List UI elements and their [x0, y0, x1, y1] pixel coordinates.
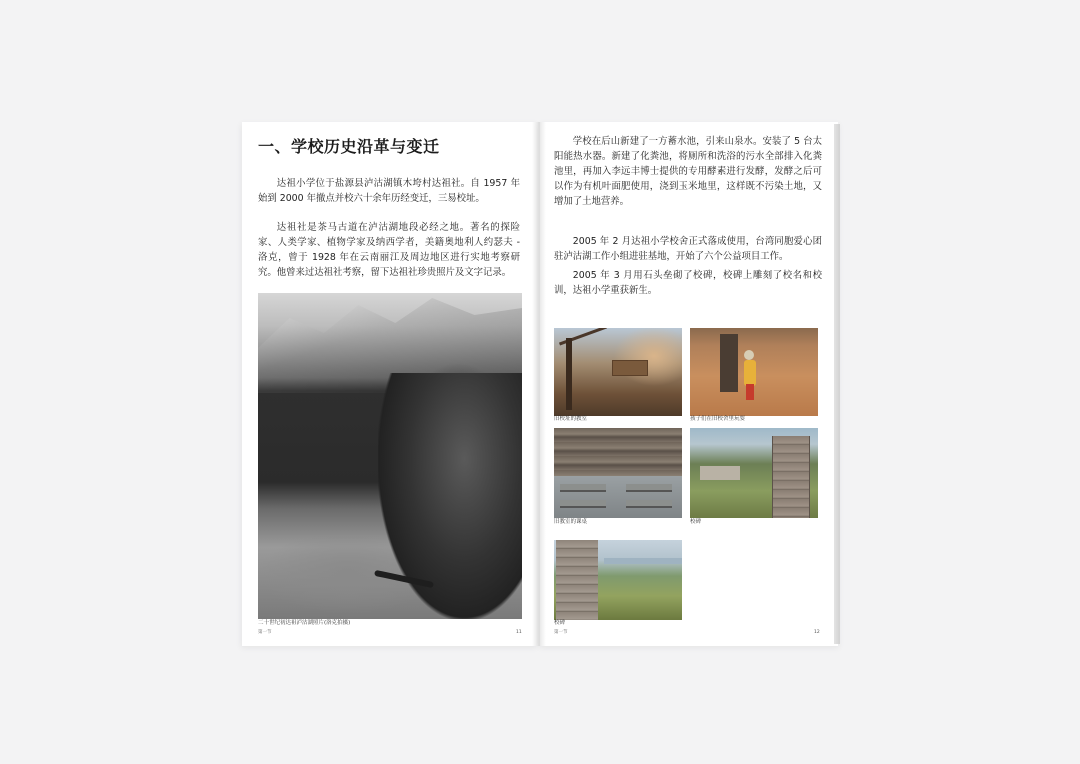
paragraph-2005-mar: 2005 年 3 月用石头垒砌了校碑，校碑上雕刻了校名和校训，达祖小学重获新生。: [554, 270, 822, 296]
book-spread: [242, 122, 838, 646]
right-page: [538, 122, 838, 646]
main-photo-caption: 二十世纪初达祖泸沽湖照片(洛克拍摄): [258, 620, 351, 626]
page-stack-edge: [834, 124, 840, 644]
photo-children: [690, 328, 818, 416]
photo-caption-4: 校碑: [690, 519, 702, 525]
tree-shape: [378, 373, 522, 619]
photo-stone-monument: [690, 428, 818, 518]
photo-caption-5: 校碑: [554, 620, 566, 626]
section-title: 一、学校历史沿革与变迁: [258, 137, 440, 156]
photo-caption-2: 孩子们在旧校舍里玩耍: [690, 416, 746, 422]
right-page-label: 第一节: [554, 630, 568, 635]
paragraph-2005-feb: 2005 年 2 月达祖小学校舍正式落成使用，台湾同胞爱心团驻泸沽湖工作小组进驻基地，开始了六个公益项目工作。: [554, 236, 822, 262]
photo-old-desks: [554, 428, 682, 518]
left-page-label: 第一节: [258, 630, 272, 635]
paragraph-facilities: 学校在后山新建了一方蓄水池，引来山泉水。安装了 5 台太阳能热水器。新建了化粪池，将厕所和洗浴的污水全部排入化粪池里，再加入李远丰博士提供的专用酵素进行发酵，发酵之后可以作为有机叶面肥使用，浇到玉米地里，这样既不污染土地，又增加了土地营养。: [554, 136, 822, 207]
photo-caption-3: 旧教室的课桌: [554, 519, 588, 525]
photo-old-classroom: [554, 328, 682, 416]
photo-caption-1: 旧校址的教室: [554, 416, 588, 422]
paragraph-location: 达祖小学位于盐源县泸沽湖镇木垮村达祖社。自 1957 年始到 2000 年撤点并校六十余年历经变迁，三易校址。: [258, 178, 520, 204]
left-page-number: 11: [516, 630, 522, 635]
lugu-lake-historic-photo: [258, 293, 522, 619]
photo-monument-lake: [554, 540, 682, 620]
right-page-number: 12: [814, 630, 820, 635]
left-page: [242, 122, 538, 646]
paragraph-history: 达祖社是茶马古道在泸沽湖地段必经之地。著名的探险家、人类学家、植物学家及纳西学者，美籍奥地利人约瑟夫 - 洛克，曾于 1928 年在云南丽江及周边地区进行实地考察研究。他曾来过达祖社考察，留下达祖社珍贵照片及文字记录。: [258, 222, 520, 278]
